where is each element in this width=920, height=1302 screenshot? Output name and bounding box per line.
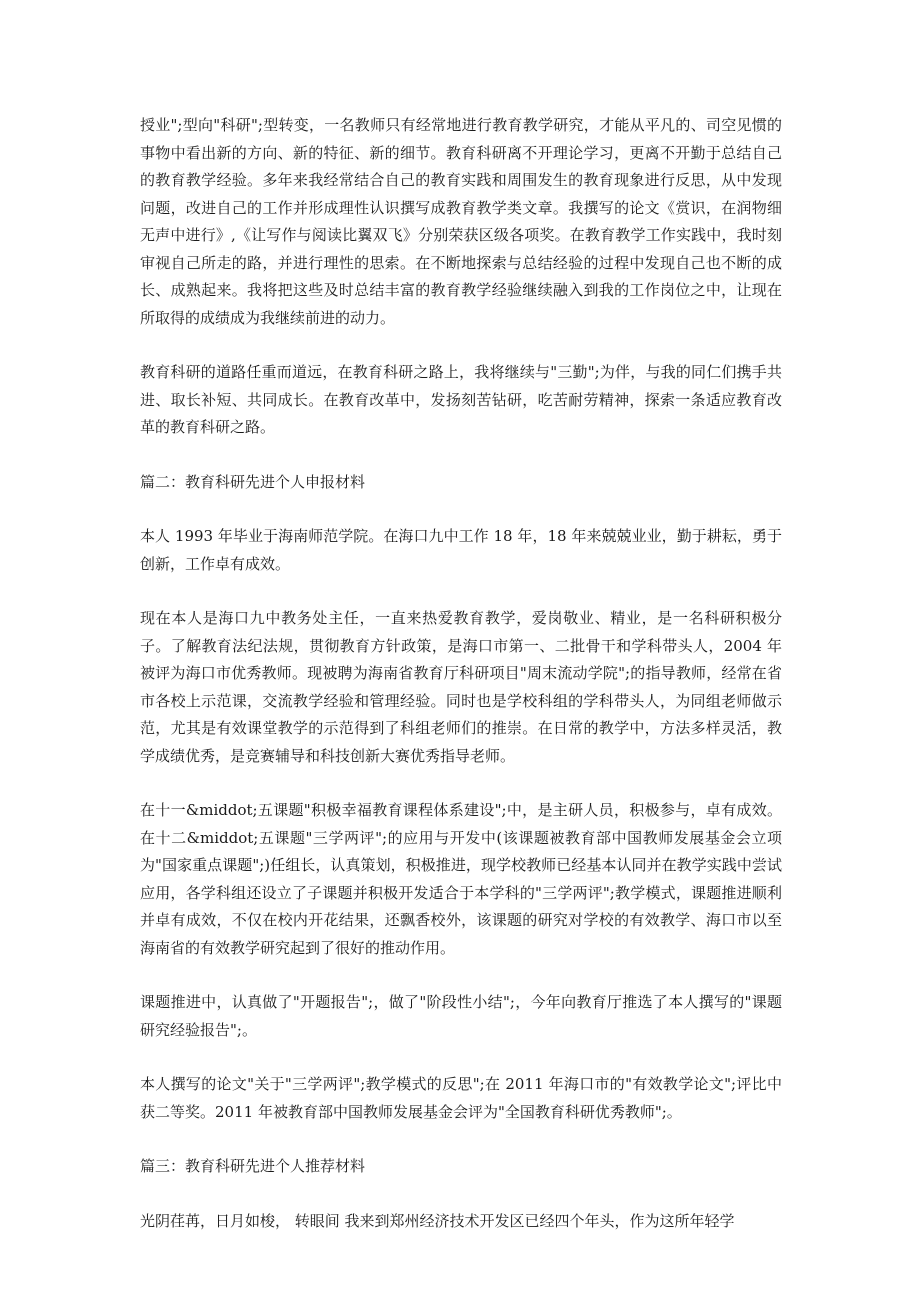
paragraph-current-role: 现在本人是海口九中教务处主任，一直来热爱教育教学，爱岗敬业、精业，是一名科研积极分子。了解教育法纪法规，贯彻教育方针政策，是海口市第一、二批骨干和学科带头人，2004 年被评为海口市优秀教师。现被聘为海南省教育厅科研项目"周末流动学院";的指导教师，经常在省市各校上示范课，交流教学经验和管理经验。同时也是学校科组的学科带头人，为同组老师做示范，尤其是有效课堂教学的示范得到了科组老师们的推崇。在日常的教学中，方法多样灵活，教学成绩优秀，是竞赛辅导和科技创新大赛优秀指导老师。 bbox=[140, 609, 782, 765]
paragraph-research-projects: 在十一&middot;五课题"积极幸福教育课程体系建设";中，是主研人员，积极参与，卓有成效。在十二&middot;五课题"三学两评";的应用与开发中(该课题被教育部中国教师发展基金会立项为"国家重点课题";)任组长，认真策划，积极推进，现学校教师已经基本认同并在教学实践中尝试应用，各学科组还设立了子课题并积极开发适合于本学科的"三学两评";教学模式，课题推进顺利并卓有成效，不仅在校内开花结果，还飘香校外，该课题的研究对学校的有效教学、海口市以至海南省的有效教学研究起到了很好的推动作用。 bbox=[140, 801, 782, 957]
section-heading-3: 篇三：教育科研先进个人推荐材料 bbox=[140, 1157, 366, 1175]
paragraph-project-reports: 课题推进中，认真做了"开题报告";，做了"阶段性小结";，今年向教育厅推选了本人撰写的"课题研究经验报告";。 bbox=[140, 993, 782, 1039]
paragraph-paper-awards: 本人撰写的论文"关于"三学两评";教学模式的反思";在 2011 年海口市的"有效教学论文";评比中获二等奖。2011 年被教育部中国教师发展基金会评为"全国教育科研优秀教师";。 bbox=[140, 1075, 782, 1121]
section-heading-2: 篇二：教育科研先进个人申报材料 bbox=[140, 472, 366, 491]
paragraph-intro-zhengzhou: 光阴荏苒，日月如梭， 转眼间 我来到郑州经济技术开发区已经四个年头，作为这所年轻学 bbox=[140, 1211, 735, 1230]
paragraph-graduation: 本人 1993 年毕业于海南师范学院。在海口九中工作 18 年，18 年来兢兢业业，勤于耕耘，勇于创新，工作卓有成效。 bbox=[140, 527, 782, 573]
paragraph-research-road: 教育科研的道路任重而道远，在教育科研之路上，我将继续与"三勤";为伴，与我的同仁们携手共进、取长补短、共同成长。在教育改革中，发扬刻苦钻研，吃苦耐劳精神，探索一条适应教育改革的教育科研之路。 bbox=[140, 363, 782, 436]
paragraph-research-experience: 授业";型向"科研";型转变，一名教师只有经常地进行教育教学研究，才能从平凡的、司空见惯的事物中看出新的方向、新的特征、新的细节。教育科研离不开理论学习，更离不开勤于总结自己的教育教学经验。多年来我经常结合自己的教育实践和周围发生的教育现象进行反思，从中发现问题，改进自己的工作并形成理性认识撰写成教育教学类文章。我撰写的论文《赏识，在润物细无声中进行》,《让写作与阅读比翼双飞》分别荣获区级各项奖。在教育教学工作实践中，我时刻审视自己所走的路，并进行理性的思索。在不断地探索与总结经验的过程中发现自己也不断的成长、成熟起来。我将把这些及时总结丰富的教育教学经验继续融入到我的工作岗位之中，让现在所取得的成绩成为我继续前进的动力。 bbox=[140, 116, 782, 327]
